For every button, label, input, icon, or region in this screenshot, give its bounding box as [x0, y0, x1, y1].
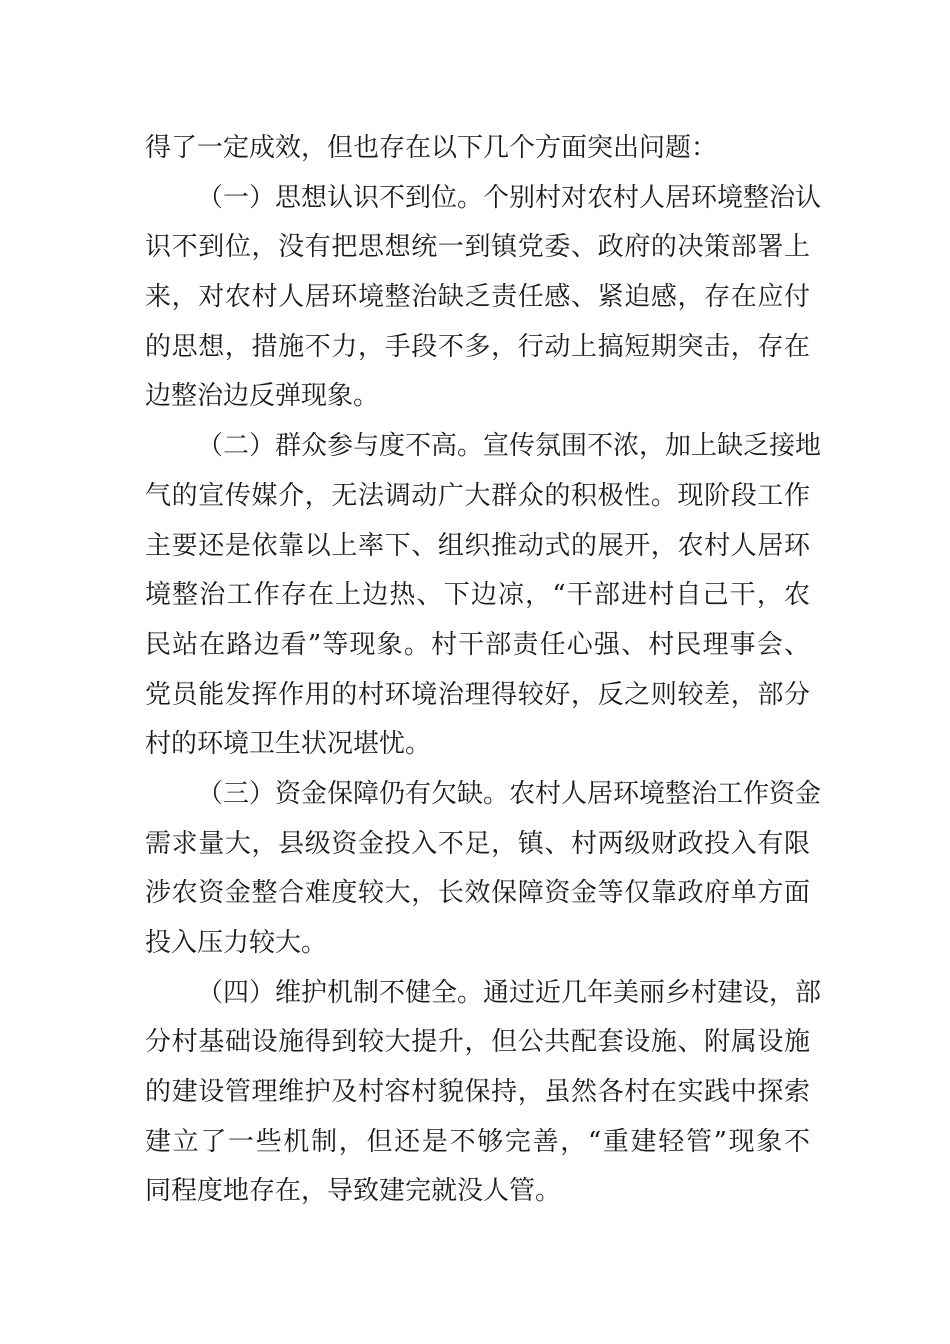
text-line: （二）群众参与度不高。宣传氛围不浓，加上缺乏接地 — [197, 431, 822, 462]
text-line: 分村基础设施得到较大提升，但公共配套设施、附属设施 — [145, 1027, 810, 1058]
paragraph-lines — [145, 124, 822, 1217]
text-line: 的思想，措施不力，手段不多，行动上搞短期突击，存在 — [145, 331, 810, 362]
text-line: 边整治边反弹现象。 — [145, 381, 380, 412]
text-line: 需求量大，县级资金投入不足，镇、村两级财政投入有限 — [145, 828, 810, 859]
text-line: 气的宣传媒介，无法调动广大群众的积极性。现阶段工作 — [145, 480, 810, 511]
text-line: （一）思想认识不到位。个别村对农村人居环境整治认 — [197, 182, 822, 213]
text-line: 村的环境卫生状况堪忧。 — [145, 729, 432, 760]
text-line: 识不到位，没有把思想统一到镇党委、政府的决策部署上 — [145, 232, 810, 263]
text-line: 投入压力较大。 — [145, 928, 328, 958]
text-line: 民站在路边看”等现象。村干部责任心强、村民理事会、 — [145, 629, 810, 660]
text-line: 得了一定成效，但也存在以下几个方面突出问题： — [145, 133, 718, 163]
text-line: 建立了一些机制，但还是不够完善，“重建轻管”现象不 — [145, 1126, 810, 1157]
document-body — [145, 124, 822, 1217]
text-line: 同程度地存在，导致建完就没人管。 — [145, 1176, 562, 1207]
text-line: 来，对农村人居环境整治缺乏责任感、紧迫感，存在应付 — [145, 282, 810, 313]
text-line: （四）维护机制不健全。通过近几年美丽乡村建设，部 — [197, 977, 822, 1008]
text-line: 境整治工作存在上边热、下边凉，“干部进村自己干，农 — [145, 580, 810, 611]
text-line: 涉农资金整合难度较大，长效保障资金等仅靠政府单方面 — [145, 878, 810, 909]
text-line: 党员能发挥作用的村环境治理得较好，反之则较差，部分 — [145, 679, 810, 710]
text-line: （三）资金保障仍有欠缺。农村人居环境整治工作资金 — [197, 778, 822, 809]
text-line: 主要还是依靠以上率下、组织推动式的展开，农村人居环 — [145, 530, 810, 561]
text-line: 的建设管理维护及村容村貌保持，虽然各村在实践中探索 — [145, 1077, 810, 1108]
